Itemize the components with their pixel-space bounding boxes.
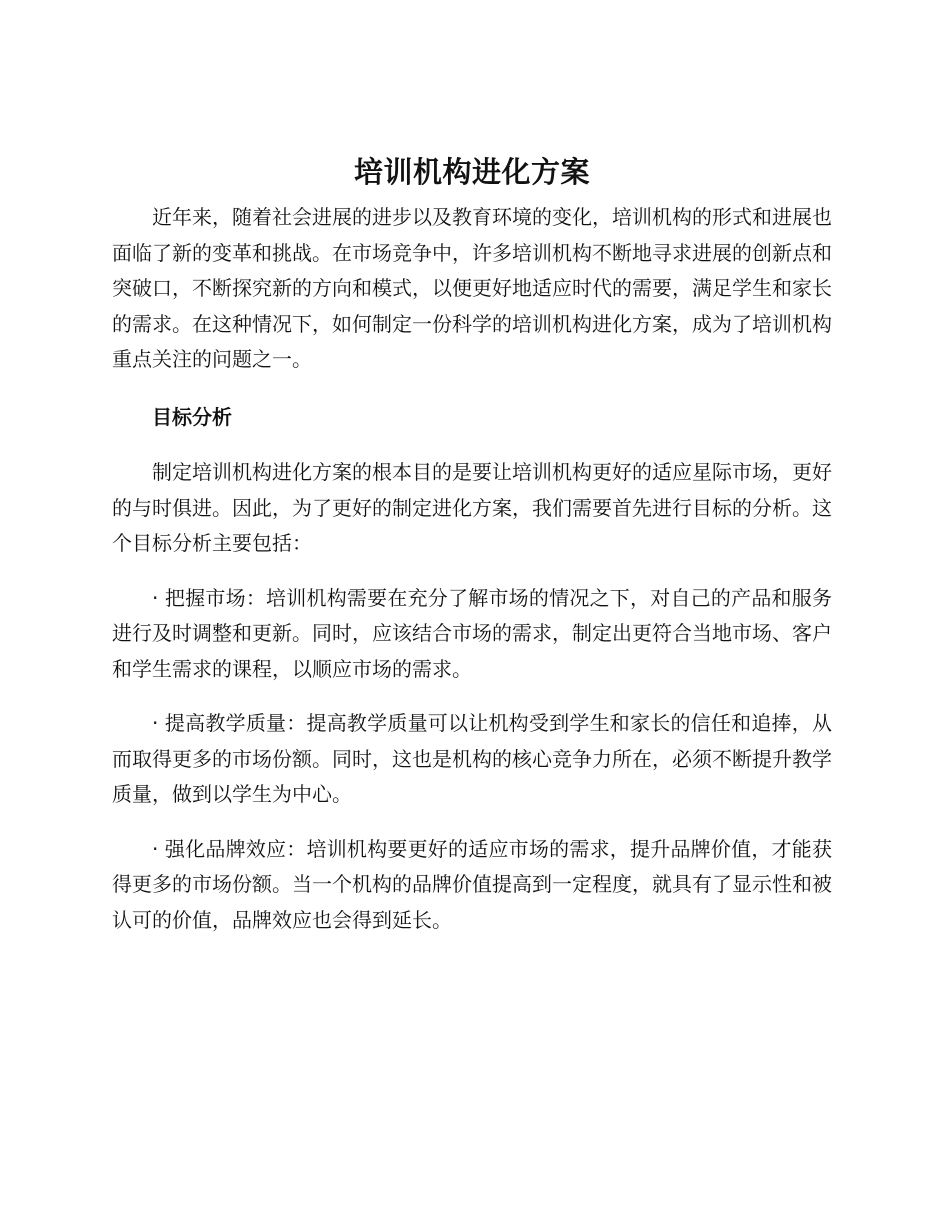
section-heading-goal-analysis: 目标分析 — [152, 404, 232, 429]
document-title: 培训机构进化方案 — [353, 155, 590, 189]
document-page — [112, 150, 832, 938]
intro-paragraph: 近年来，随着社会进展的进步以及教育环境的变化，培训机构的形式和进展也面临了新的变革和挑战。在市场竞争中，许多培训机构不断地寻求进展的创新点和突破口，不断探究新的方向和模式，以便更好地适应时代的需要，满足学生和家长的需求。在这种情况下，如何制定一份科学的培训机构进化方案，成为了培训机构重点关注的问题之一。 — [112, 205, 832, 371]
section-intro-paragraph: 制定培训机构进化方案的根本目的是要让培训机构更好的适应星际市场，更好的与时俱进。因此，为了更好的制定进化方案，我们需要首先进行目标的分析。这个目标分析主要包括： — [112, 460, 832, 555]
bullet-item-teaching-quality: · 提高教学质量：提高教学质量可以让机构受到学生和家长的信任和追捧，从而取得更多的市场份额。同时，这也是机构的核心竞争力所在，必须不断提升教学质量，做到以学生为中心。 — [112, 711, 832, 806]
bullet-item-brand-effect: · 强化品牌效应：培训机构要更好的适应市场的需求，提升品牌价值，才能获得更多的市场份额。当一个机构的品牌价值提高到一定程度，就具有了显示性和被认可的价值，品牌效应也会得到延长。 — [112, 836, 832, 932]
bullet-item-market: · 把握市场：培训机构需要在充分了解市场的情况之下，对自己的产品和服务进行及时调整和更新。同时，应该结合市场的需求，制定出更符合当地市场、客户和学生需求的课程，以顺应市场的需求。 — [112, 585, 832, 681]
